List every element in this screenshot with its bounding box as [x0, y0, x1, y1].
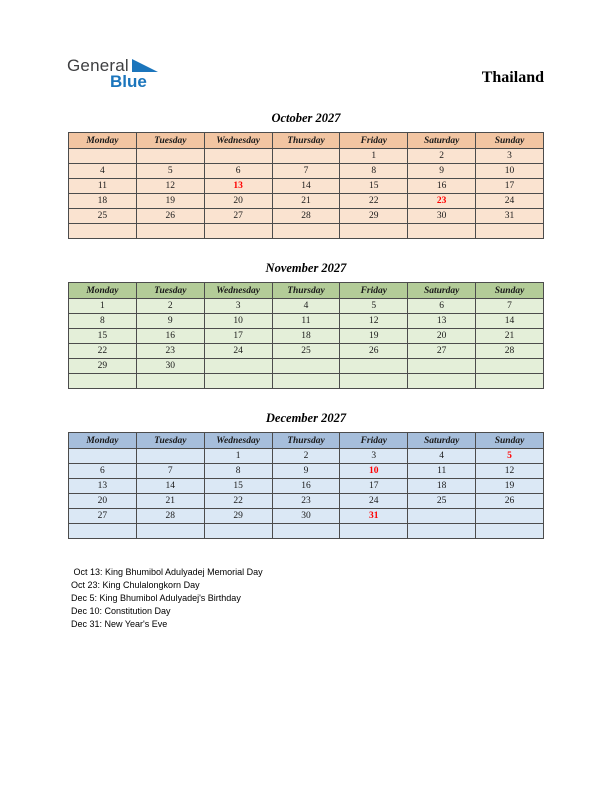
empty-cell [204, 374, 272, 389]
date-cell: 23 [136, 344, 204, 359]
date-cell: 11 [69, 179, 137, 194]
empty-cell [136, 224, 204, 239]
weekday-header: Saturday [408, 283, 476, 299]
date-cell: 28 [272, 209, 340, 224]
country-title: Thailand [481, 69, 544, 86]
empty-cell [204, 149, 272, 164]
date-cell: 30 [272, 509, 340, 524]
empty-cell [204, 524, 272, 539]
week-row [69, 374, 544, 389]
date-cell: 29 [69, 359, 137, 374]
date-cell: 15 [340, 179, 408, 194]
empty-cell [340, 359, 408, 374]
date-cell: 5 [476, 449, 544, 464]
empty-cell [136, 449, 204, 464]
week-row [69, 524, 544, 539]
weekday-header: Tuesday [136, 133, 204, 149]
date-cell: 19 [476, 479, 544, 494]
empty-cell [340, 524, 408, 539]
empty-cell [204, 359, 272, 374]
date-cell: 23 [408, 194, 476, 209]
weekday-header: Monday [69, 283, 137, 299]
month-november [0, 261, 612, 389]
empty-cell [476, 224, 544, 239]
date-cell: 8 [69, 314, 137, 329]
weekday-header: Thursday [272, 433, 340, 449]
date-cell: 2 [136, 299, 204, 314]
date-cell: 10 [340, 464, 408, 479]
date-cell: 31 [476, 209, 544, 224]
weekday-header: Wednesday [204, 433, 272, 449]
date-cell: 1 [204, 449, 272, 464]
date-cell: 18 [272, 329, 340, 344]
date-cell: 21 [476, 329, 544, 344]
date-cell: 4 [408, 449, 476, 464]
date-cell: 20 [69, 494, 137, 509]
holiday-note: Oct 23: King Chulalongkorn Day [71, 580, 200, 590]
date-cell: 9 [272, 464, 340, 479]
logo-text-general: General [67, 56, 129, 75]
date-cell: 11 [408, 464, 476, 479]
date-cell: 22 [69, 344, 137, 359]
empty-cell [408, 359, 476, 374]
empty-cell [476, 509, 544, 524]
date-cell: 21 [272, 194, 340, 209]
date-cell: 11 [272, 314, 340, 329]
date-cell: 25 [272, 344, 340, 359]
empty-cell [340, 224, 408, 239]
holiday-note: Dec 10: Constitution Day [71, 606, 171, 616]
date-cell: 14 [136, 479, 204, 494]
date-cell: 5 [340, 299, 408, 314]
week-row [69, 194, 544, 209]
weekday-header: Friday [340, 433, 408, 449]
date-cell: 20 [204, 194, 272, 209]
date-cell: 5 [136, 164, 204, 179]
date-cell: 8 [204, 464, 272, 479]
date-cell: 6 [204, 164, 272, 179]
empty-cell [136, 374, 204, 389]
date-cell: 15 [69, 329, 137, 344]
empty-cell [476, 359, 544, 374]
date-cell: 13 [408, 314, 476, 329]
calendar-table-october [68, 132, 544, 239]
date-cell: 23 [272, 494, 340, 509]
date-cell: 4 [272, 299, 340, 314]
weekday-header: Tuesday [136, 283, 204, 299]
weekday-header: Sunday [476, 433, 544, 449]
date-cell: 13 [204, 179, 272, 194]
week-row [69, 164, 544, 179]
date-cell: 24 [204, 344, 272, 359]
week-row [69, 494, 544, 509]
date-cell: 24 [476, 194, 544, 209]
empty-cell [272, 224, 340, 239]
weekday-header: Sunday [476, 133, 544, 149]
calendar-table-november [68, 282, 544, 389]
date-cell: 1 [340, 149, 408, 164]
holiday-note: Dec 31: New Year's Eve [71, 619, 168, 629]
date-cell: 6 [69, 464, 137, 479]
empty-cell [272, 374, 340, 389]
date-cell: 30 [136, 359, 204, 374]
empty-cell [69, 449, 137, 464]
empty-cell [408, 374, 476, 389]
date-cell: 3 [340, 449, 408, 464]
date-cell: 20 [408, 329, 476, 344]
week-row [69, 209, 544, 224]
logo-flag-icon [132, 59, 158, 72]
date-cell: 6 [408, 299, 476, 314]
date-cell: 22 [204, 494, 272, 509]
weekday-header: Friday [340, 283, 408, 299]
empty-cell [136, 524, 204, 539]
week-row [69, 314, 544, 329]
date-cell: 16 [136, 329, 204, 344]
date-cell: 22 [340, 194, 408, 209]
date-cell: 29 [204, 509, 272, 524]
date-cell: 21 [136, 494, 204, 509]
weekday-header: Saturday [408, 133, 476, 149]
date-cell: 9 [408, 164, 476, 179]
date-cell: 29 [340, 209, 408, 224]
date-cell: 26 [136, 209, 204, 224]
week-row [69, 464, 544, 479]
date-cell: 16 [272, 479, 340, 494]
date-cell: 17 [340, 479, 408, 494]
week-row [69, 344, 544, 359]
empty-cell [408, 509, 476, 524]
logo-text-blue: Blue [110, 72, 147, 91]
date-cell: 27 [69, 509, 137, 524]
week-row [69, 509, 544, 524]
date-cell: 17 [204, 329, 272, 344]
week-row [69, 359, 544, 374]
empty-cell [69, 524, 137, 539]
date-cell: 7 [136, 464, 204, 479]
weekday-header: Wednesday [204, 133, 272, 149]
date-cell: 25 [408, 494, 476, 509]
date-cell: 28 [136, 509, 204, 524]
empty-cell [340, 374, 408, 389]
month-title: November 2027 [265, 261, 347, 275]
date-cell: 2 [272, 449, 340, 464]
weekday-header: Friday [340, 133, 408, 149]
empty-cell [69, 149, 137, 164]
date-cell: 7 [272, 164, 340, 179]
date-cell: 10 [476, 164, 544, 179]
empty-cell [69, 224, 137, 239]
week-row [69, 179, 544, 194]
date-cell: 4 [69, 164, 137, 179]
week-row [69, 149, 544, 164]
empty-cell [272, 149, 340, 164]
date-cell: 12 [476, 464, 544, 479]
empty-cell [476, 524, 544, 539]
date-cell: 27 [204, 209, 272, 224]
date-cell: 14 [476, 314, 544, 329]
date-cell: 2 [408, 149, 476, 164]
empty-cell [272, 359, 340, 374]
date-cell: 18 [408, 479, 476, 494]
month-title: December 2027 [265, 411, 347, 425]
week-row [69, 299, 544, 314]
weekday-header: Thursday [272, 133, 340, 149]
empty-cell [408, 224, 476, 239]
date-cell: 13 [69, 479, 137, 494]
weekday-header: Sunday [476, 283, 544, 299]
date-cell: 26 [340, 344, 408, 359]
date-cell: 25 [69, 209, 137, 224]
date-cell: 19 [340, 329, 408, 344]
date-cell: 16 [408, 179, 476, 194]
date-cell: 27 [408, 344, 476, 359]
date-cell: 8 [340, 164, 408, 179]
date-cell: 30 [408, 209, 476, 224]
date-cell: 18 [69, 194, 137, 209]
date-cell: 26 [476, 494, 544, 509]
empty-cell [476, 374, 544, 389]
general-blue-logo [67, 56, 158, 92]
weekday-header: Thursday [272, 283, 340, 299]
weekday-header: Wednesday [204, 283, 272, 299]
month-october [0, 111, 612, 239]
week-row [69, 449, 544, 464]
holiday-list [71, 566, 263, 631]
holiday-note: Dec 5: King Bhumibol Adulyadej's Birthday [71, 593, 241, 603]
weekday-header: Saturday [408, 433, 476, 449]
calendar-table-december [68, 432, 544, 539]
date-cell: 1 [69, 299, 137, 314]
date-cell: 12 [136, 179, 204, 194]
date-cell: 7 [476, 299, 544, 314]
date-cell: 3 [476, 149, 544, 164]
date-cell: 24 [340, 494, 408, 509]
date-cell: 9 [136, 314, 204, 329]
date-cell: 19 [136, 194, 204, 209]
month-december [0, 411, 612, 539]
empty-cell [69, 374, 137, 389]
week-row [69, 329, 544, 344]
week-row [69, 224, 544, 239]
date-cell: 28 [476, 344, 544, 359]
date-cell: 17 [476, 179, 544, 194]
date-cell: 14 [272, 179, 340, 194]
empty-cell [272, 524, 340, 539]
empty-cell [136, 149, 204, 164]
date-cell: 10 [204, 314, 272, 329]
month-title: October 2027 [271, 111, 341, 125]
date-cell: 15 [204, 479, 272, 494]
week-row [69, 479, 544, 494]
weekday-header: Tuesday [136, 433, 204, 449]
date-cell: 31 [340, 509, 408, 524]
date-cell: 12 [340, 314, 408, 329]
weekday-header: Monday [69, 433, 137, 449]
empty-cell [408, 524, 476, 539]
empty-cell [204, 224, 272, 239]
holiday-note: Oct 13: King Bhumibol Adulyadej Memorial Day [71, 567, 263, 577]
weekday-header: Monday [69, 133, 137, 149]
date-cell: 3 [204, 299, 272, 314]
